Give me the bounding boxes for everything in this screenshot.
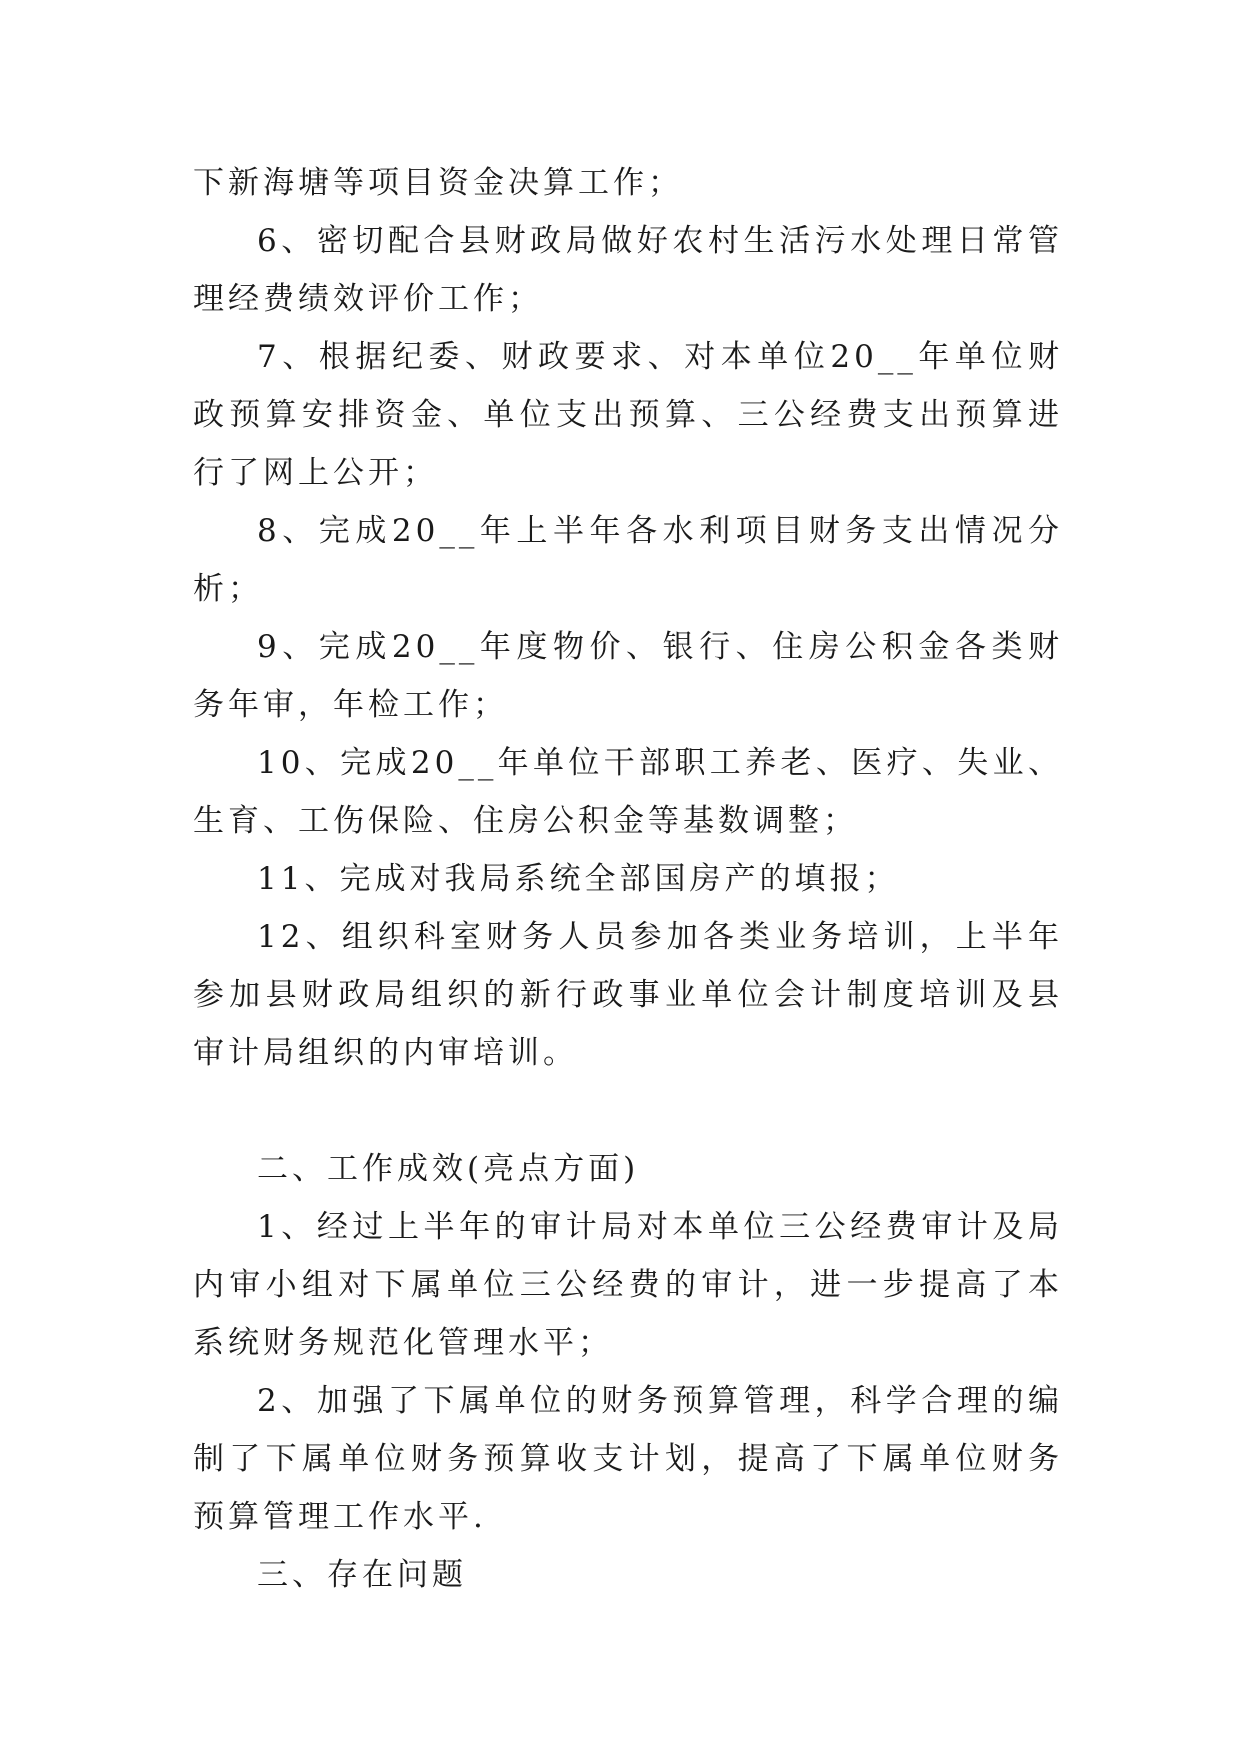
paragraph-result-2: 2、加强了下属单位的财务预算管理，科学合理的编制了下属单位财务预算收支计划，提高了下属单位财务预算管理工作水平. [193,1383,1063,1535]
section-heading-problems: 三、存在问题 [257,1557,467,1593]
paragraph-item-6: 6、密切配合县财政局做好农村生活污水处理日常管理经费绩效评价工作； [193,223,1063,317]
paragraph-item-12: 12、组织科室财务人员参加各类业务培训，上半年参加县财政局组织的新行政事业单位会计制度培训及县审计局组织的内审培训。 [193,919,1063,1071]
paragraph-item-11: 11、完成对我局系统全部国房产的填报； [257,861,900,897]
paragraph-item-10: 10、完成20__年单位干部职工养老、医疗、失业、生育、工伤保险、住房公积金等基数调整； [193,745,1063,839]
section-heading-results: 二、工作成效(亮点方面) [257,1151,640,1187]
section-spacer [193,1082,1063,1140]
document-body [193,154,1063,1604]
paragraph-item-8: 8、完成20__年上半年各水利项目财务支出情况分析； [193,513,1063,607]
paragraph-item-7: 7、根据纪委、财政要求、对本单位20__年单位财政预算安排资金、单位支出预算、三公经费支出预算进行了网上公开； [193,339,1063,491]
paragraph-result-1: 1、经过上半年的审计局对本单位三公经费审计及局内审小组对下属单位三公经费的审计，进一步提高了本系统财务规范化管理水平； [193,1209,1063,1361]
paragraph-continuation: 下新海塘等项目资金决算工作； [193,165,683,201]
paragraph-item-9: 9、完成20__年度物价、银行、住房公积金各类财务年审，年检工作； [193,629,1063,723]
